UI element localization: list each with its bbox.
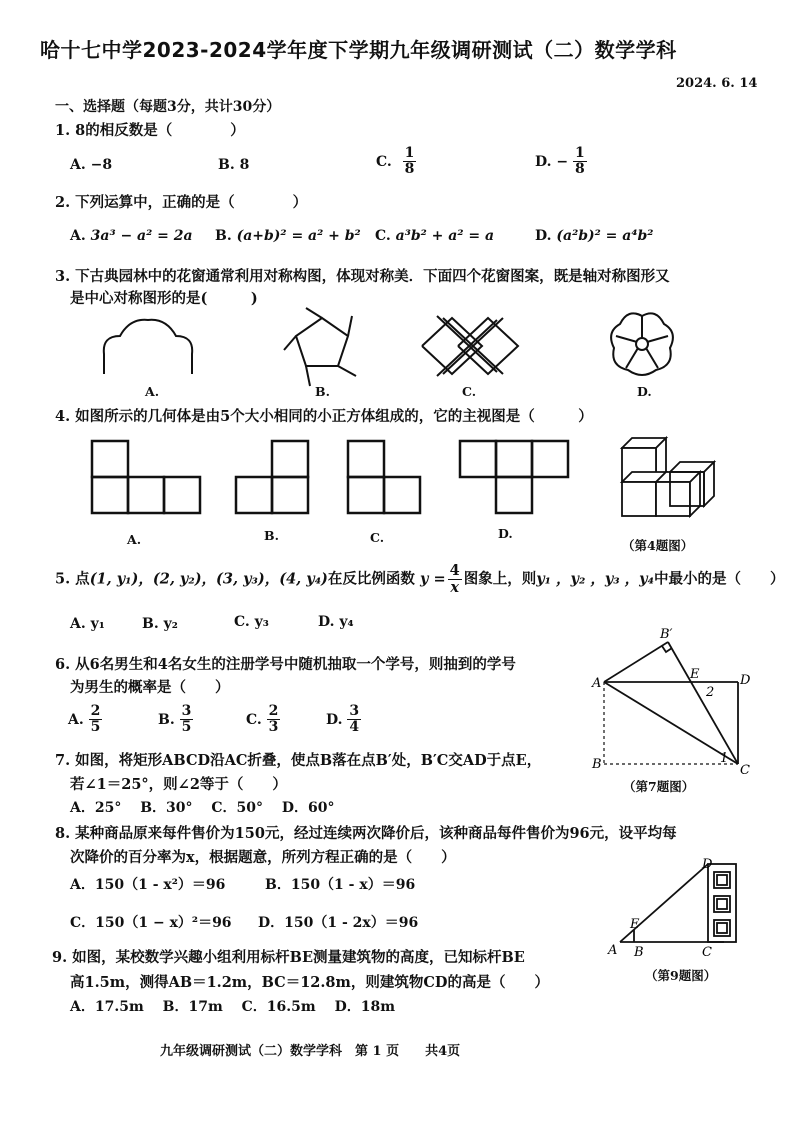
q3-figure-b (282, 306, 362, 386)
q9-label-d: D (702, 857, 713, 872)
q7-angle-1: 1 (720, 751, 729, 766)
q2-option-c: C. a³b² + a² = a (375, 228, 495, 244)
q6-stem-line1: 6. 从6名男生和4名女生的注册学号中随机抽取一个学号，则抽到的学号 (55, 656, 516, 673)
q6-option-b: B. $\frac{3}{5}$ (158, 703, 192, 736)
q9-label-c: C (702, 945, 712, 960)
q8-stem-line2: 次降价的百分率为x，根据题意，所列方程正确的是（ ） (70, 849, 456, 866)
q3-stem-line2: 是中心对称图形的是( ) (70, 290, 258, 307)
q6-option-d: D. $\frac{3}{4}$ (326, 703, 360, 736)
q7-options: A．25° B．30° C．50° D．60° (70, 800, 335, 816)
q5-option-c: C. y₃ (234, 614, 269, 630)
q2-option-a: A. 3a³ − a² = 2a (70, 228, 193, 244)
q3-label-a: A. (145, 384, 160, 399)
page-footer: 九年级调研测试（二）数学学科 第 1 页 共4页 (160, 1044, 461, 1059)
q7-angle-2: 2 (706, 685, 715, 700)
q3-figure-a (100, 316, 196, 376)
q6-option-c: C. $\frac{2}{3}$ (246, 703, 279, 736)
q9-label-b: B (634, 945, 644, 960)
q8-stem-line1: 8. 某种商品原来每件售价为150元，经过连续两次降价后，该种商品每件售价为96元，设平均每 (55, 825, 677, 842)
q6-stem-line2: 为男生的概率是（ ） (70, 679, 230, 696)
q7-label-bprime: B′ (660, 627, 673, 642)
q4-label-d: D. (498, 526, 513, 541)
q1-option-d: D. − $\frac{1}{8}$ (535, 145, 585, 178)
page-title: 哈十七中学2023-2024学年度下学期九年级调研测试（二）数学学科 (40, 38, 677, 62)
q9-figure (606, 854, 746, 964)
q4-figure-b (236, 441, 308, 513)
q4-caption: （第4题图） (622, 538, 694, 553)
q5-stem: 5. 点(1, y₁)，(2, y₂)，(3, y₃)，(4, y₄)在反比例函数 y = $\frac{4}{x}$ 图象上，则y₁ ，y₂ ，y₃ ，y₄中最小的是（ ） (55, 562, 785, 596)
q3-figure-d (608, 310, 676, 378)
q7-label-e: E (690, 667, 700, 682)
q7-label-c: C (740, 763, 750, 778)
q1-stem: 1. 8的相反数是（ ） (55, 122, 245, 139)
q9-caption: （第9题图） (645, 968, 717, 983)
q3-stem-line1: 3. 下古典园林中的花窗通常利用对称构图，体现对称美．下面四个花窗图案，既是轴对称图形又 (55, 268, 670, 285)
q9-stem-line1: 9. 如图，某校数学兴趣小组利用标杆BE测量建筑物的高度，已知标杆BE (52, 949, 525, 966)
q4-label-b: B. (264, 528, 279, 543)
q8-option-a: A．150（1 - x²）＝96 (70, 877, 226, 893)
q7-stem-line1: 7. 如图，将矩形ABCD沿AC折叠，使点B落在点B′处，B′C交AD于点E， (55, 752, 542, 769)
q4-label-a: A. (127, 532, 142, 547)
q3-label-b: B. (315, 384, 330, 399)
q3-label-d: D. (637, 384, 652, 399)
q5-option-d: D. y₄ (318, 614, 354, 630)
q4-figure-d (460, 441, 568, 513)
q2-option-b: B. (a+b)² = a² + b² (215, 228, 361, 244)
q4-figure-a (92, 441, 200, 513)
q9-stem-line2: 高1.5m，测得AB＝1.2m，BC＝12.8m，则建筑物CD的高是（ ） (70, 974, 549, 991)
q3-figure-c (420, 316, 520, 376)
q4-geometry-figure (618, 432, 718, 528)
q9-options: A．17.5m B．17m C．16.5m D．18m (70, 999, 396, 1015)
exam-date: 2024. 6. 14 (676, 76, 758, 91)
q4-stem: 4. 如图所示的几何体是由5个大小相同的小正方体组成的，它的主视图是（ ） (55, 408, 593, 425)
q8-option-c: C．150（1 − x）²＝96 (70, 915, 232, 931)
q3-label-c: C. (462, 384, 477, 399)
q2-option-d: D. (a²b)² = a⁴b² (535, 228, 654, 244)
q1-option-a: A. −8 (70, 157, 113, 173)
section-heading: 一、选择题（每题3分，共计30分） (55, 99, 281, 115)
q9-label-e: E (630, 917, 640, 932)
q4-label-c: C. (370, 530, 385, 545)
q7-label-b: B (592, 757, 602, 772)
q7-stem-line2: 若∠1＝25°，则∠2等于（ ） (70, 776, 287, 793)
q5-option-a: A. y₁ (70, 616, 105, 632)
q1-option-c: C. $\frac{1}{8}$ (376, 145, 415, 178)
q4-figure-c (348, 441, 420, 513)
q7-caption: （第7题图） (623, 779, 695, 794)
q8-option-d: D．150（1 - 2x）＝96 (258, 915, 419, 931)
q9-label-a: A (608, 943, 618, 958)
q5-option-b: B. y₂ (142, 616, 178, 632)
q7-label-a: A (592, 676, 602, 691)
q8-option-b: B．150（1 - x）＝96 (265, 877, 416, 893)
q7-figure (590, 628, 760, 778)
q1-option-b: B. 8 (218, 157, 250, 173)
q2-stem: 2. 下列运算中，正确的是（ ） (55, 194, 308, 211)
q6-option-a: A. $\frac{2}{5}$ (68, 703, 101, 736)
q7-label-d: D (740, 673, 751, 688)
